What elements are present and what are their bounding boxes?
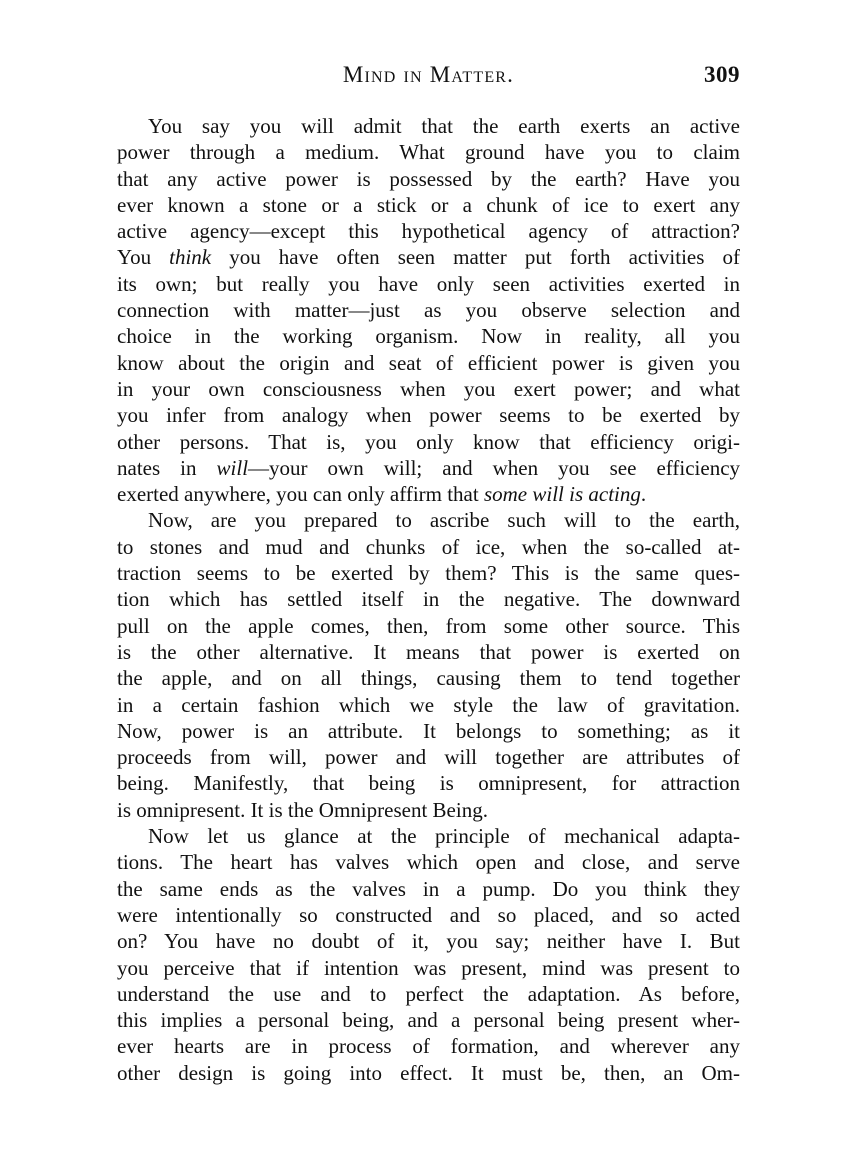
paragraph-2 (117, 507, 740, 823)
text-line: Now, are you prepared to ascribe such will to the earth, (148, 508, 740, 533)
text-line: You say you will admit that the earth exerts an active (148, 114, 740, 138)
text-line: ever known a stone or a stick or a chunk of ice to exert any (117, 192, 740, 217)
text-line: you infer from analogy when power seems to be exerted by (117, 403, 740, 428)
text-line: you perceive that if intention was present, mind was present to (117, 955, 740, 980)
text-line: its own; but really you have only seen activities exerted in (117, 271, 740, 296)
text-line: know about the origin and seat of efficient power is given you (117, 350, 740, 375)
text-line: the apple, and on all things, causing them to tend together (117, 666, 740, 691)
text-line: choice in the working organism. Now in reality, all you (117, 324, 740, 349)
emphasis: will (216, 455, 249, 480)
text-line: in a certain fashion which we style the law of gravitation. (117, 692, 740, 717)
text-line: that any active power is possessed by the earth? Have you (117, 166, 740, 191)
text-line: were intentionally so constructed and so placed, and so acted (117, 902, 740, 927)
paragraph-1 (117, 113, 740, 507)
text-line: is omnipresent. It is the Omnipresent Being. (117, 797, 488, 822)
text-line: You think you have often seen matter put forth activities of (117, 245, 740, 270)
running-head (117, 62, 740, 92)
text-line: proceeds from will, power and will together are attributes of (117, 745, 740, 770)
text-line: in your own consciousness when you exert power; and what (117, 376, 740, 401)
text-line: tion which has settled itself in the negative. The downward (117, 587, 740, 612)
text-line: tions. The heart has valves which open and close, and serve (117, 850, 740, 875)
text-line: active agency—except this hypothetical agency of attraction? (117, 219, 740, 244)
text-line: this implies a personal being, and a personal being present wher- (117, 1008, 740, 1033)
paragraph-3 (117, 823, 740, 1086)
body-text (117, 113, 740, 1086)
emphasis: think (169, 245, 212, 270)
text-line: the same ends as the valves in a pump. Do you think they (117, 876, 740, 901)
text-line: on? You have no doubt of it, you say; neither have I. But (117, 929, 740, 954)
emphasis: some will is acting (483, 482, 641, 507)
text-line: to stones and mud and chunks of ice, when the so-called at- (117, 534, 740, 559)
text-line: is the other alternative. It means that power is exerted on (117, 639, 740, 664)
text-line: other persons. That is, you only know that efficiency origi- (117, 429, 740, 454)
text-line: Now, power is an attribute. It belongs to something; as it (117, 718, 740, 743)
text-line: exerted anywhere, you can only affirm that some will is acting. (117, 482, 647, 507)
text-line: ever hearts are in process of formation, and wherever any (117, 1034, 740, 1059)
text-line: power through a medium. What ground have you to claim (117, 140, 740, 165)
running-title: Mind in Matter. (342, 62, 515, 87)
page-number: 309 (704, 62, 740, 87)
text-line: nates in will—your own will; and when you see efficiency (117, 455, 741, 480)
text-line: other design is going into effect. It must be, then, an Om- (117, 1060, 740, 1085)
text-line: pull on the apple comes, then, from some other source. This (117, 613, 740, 638)
text-line: Now let us glance at the principle of mechanical adapta- (148, 824, 740, 849)
text-line: understand the use and to perfect the adaptation. As before, (117, 981, 740, 1006)
text-line: being. Manifestly, that being is omnipresent, for attraction (117, 771, 740, 796)
text-line: connection with matter—just as you observe selection and (117, 298, 740, 323)
text-line: traction seems to be exerted by them? This is the same ques- (117, 561, 740, 586)
